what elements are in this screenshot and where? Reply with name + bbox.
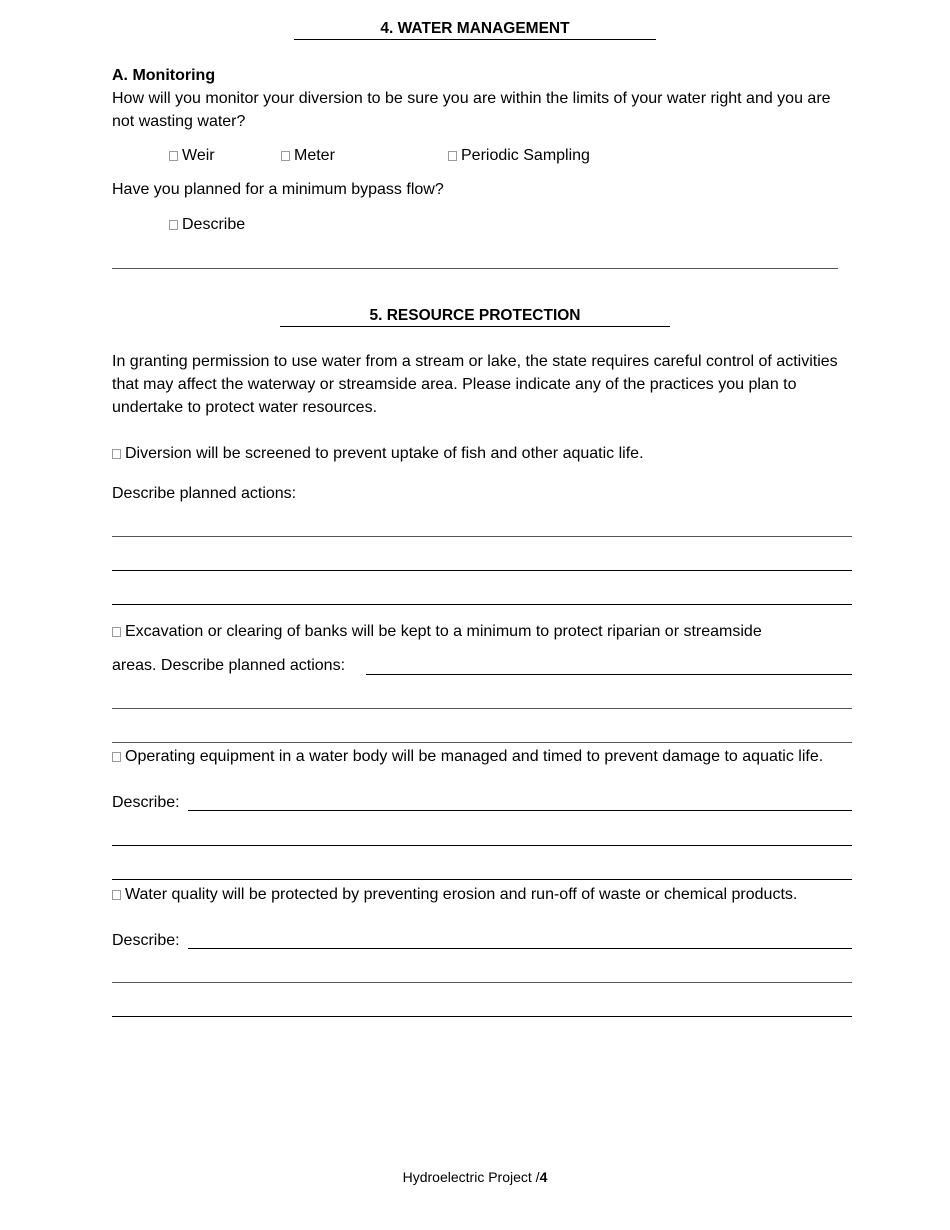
meter-label: Meter (294, 147, 335, 164)
water-quality-prompt: Describe: (112, 932, 180, 949)
operating-equipment-line-1[interactable] (188, 810, 852, 811)
describe-label: Describe (182, 216, 246, 233)
option-meter[interactable] (281, 144, 335, 167)
operating-equipment-line-3[interactable] (112, 879, 852, 880)
water-quality-line-3[interactable] (112, 1016, 852, 1017)
bank-excavation-checkbox[interactable] (112, 627, 121, 637)
monitoring-subheading: A. Monitoring (112, 67, 216, 84)
bank-excavation-text: Excavation or clearing of banks will be kept to a minimum to protect riparian or streamside (125, 623, 762, 640)
bank-excavation-prompt: areas. Describe planned actions: (112, 657, 346, 674)
screened-diversion-line-1[interactable] (112, 536, 852, 537)
footer-page-number: 4 (539, 1169, 548, 1185)
screened-diversion-prompt: Describe planned actions: (112, 485, 297, 502)
option-weir[interactable] (169, 144, 215, 167)
weir-checkbox[interactable] (169, 151, 178, 161)
operating-equipment-line-2[interactable] (112, 845, 852, 846)
periodic-sampling-checkbox[interactable] (448, 151, 457, 161)
section-4-title (294, 20, 656, 40)
footer-text: Hydroelectric Project / (402, 1169, 540, 1185)
bank-excavation-line-2[interactable] (112, 708, 852, 709)
operating-equipment-checkbox[interactable] (112, 752, 121, 762)
monitoring-question: How will you monitor your diversion to be sure you are within the limits of your water right and you are not wasting water? (112, 90, 831, 130)
screened-diversion-line-2[interactable] (112, 570, 852, 571)
water-quality-line-2[interactable] (112, 982, 852, 983)
screened-diversion-text: Diversion will be screened to prevent uptake of fish and other aquatic life. (125, 445, 644, 462)
water-quality-checkbox[interactable] (112, 890, 121, 900)
bank-excavation-line-3[interactable] (112, 742, 852, 743)
screened-diversion-line-3[interactable] (112, 604, 852, 605)
option-describe[interactable] (169, 213, 245, 236)
operating-equipment-text: Operating equipment in a water body will be managed and timed to prevent damage to aquatic life. (125, 748, 824, 765)
describe-checkbox[interactable] (169, 220, 178, 230)
section-4-title-text: 4. WATER MANAGEMENT (380, 20, 570, 37)
section-5-title (280, 307, 670, 327)
option-periodic-sampling[interactable] (448, 144, 590, 167)
section-5-title-text: 5. RESOURCE PROTECTION (369, 307, 581, 324)
periodic-sampling-label: Periodic Sampling (461, 147, 590, 164)
item-water-quality (112, 883, 802, 906)
item-bank-excavation (112, 620, 762, 643)
bank-excavation-line-1[interactable] (366, 674, 852, 675)
water-quality-line-1[interactable] (188, 948, 852, 949)
screened-diversion-checkbox[interactable] (112, 449, 121, 459)
item-operating-equipment (112, 745, 857, 768)
page-footer (0, 1169, 950, 1185)
meter-checkbox[interactable] (281, 151, 290, 161)
weir-label: Weir (182, 147, 215, 164)
resource-protection-intro: In granting permission to use water from a stream or lake, the state requires careful control of activities that may affect the waterway or streamside area. Please indicate any of the practices you plan to undertake to protect water resources. (112, 353, 838, 416)
water-quality-text: Water quality will be protected by preventing erosion and run-off of waste or chemical products. (125, 886, 798, 903)
item-screened-diversion (112, 442, 644, 465)
bypass-answer-line[interactable] (112, 268, 838, 269)
operating-equipment-prompt: Describe: (112, 794, 180, 811)
bypass-question: Have you planned for a minimum bypass flow? (112, 181, 444, 198)
